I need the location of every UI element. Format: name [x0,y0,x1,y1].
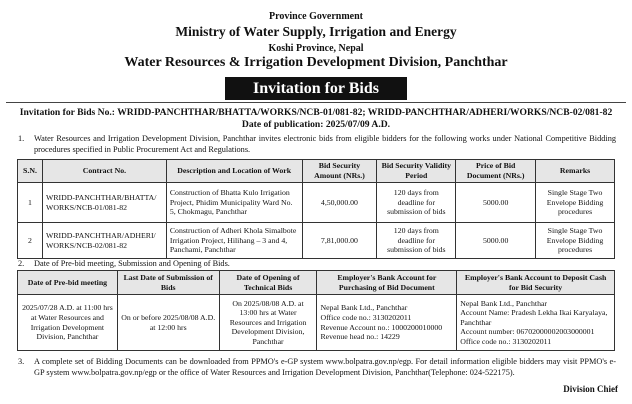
cell-sn: 1 [18,183,43,223]
cell-description: Construction of Bhatta Kulo Irrigation Project, Phidim Municipality Ward No. 5, Chokmagu, Panchthar [166,183,302,223]
table-header-row [18,160,615,183]
column-header: Bid Security Amount (NRs.) [302,160,377,183]
column-header: Date of Pre-bid meeting [18,271,118,295]
cell-doc-price: 5000.00 [456,183,536,223]
account-line: Office code no.: 3130202011 [320,312,412,322]
cell-prebid-date: 2025/07/28 A.D. at 11:00 hrs at Water Resources and Irrigation Development Division, Panchthar [18,295,118,351]
cell-opening-date: On 2025/08/08 A.D. at 13:00 hrs at Water Resources and Irrigation Development Division, Panchthar [219,295,317,351]
table-row [18,295,615,351]
cell-contract-no: WRIDD-PANCHTHAR/ADHERI/ WORKS/NCB-02/081-82 [42,223,166,259]
cell-deposit-account [457,295,615,351]
cell-doc-price: 5000.00 [456,223,536,259]
cell-purchase-account [317,295,457,351]
account-line: Office code no.: 3130202011 [460,336,552,346]
section-3-text: A complete set of Bidding Documents can be downloaded from PPMO's e-GP system www.bolpatra.gov.np/egp. For detail information eligible bidders may visit PPMO's e-GP system www.bolpatra.gov.np/egp or the office of Water Resources and Irrigation Development Division, Panchthar(Telephone: 024-522175). [34,357,616,377]
contracts-table [17,159,615,259]
cell-description: Construction of Adheri Khola Simalbote Irrigation Project, Hilihang – 3 and 4, Panchami, Panchthar [166,223,302,259]
column-header: Date of Opening of Technical Bids [219,271,317,295]
account-line: Account number: 06702000002003000001 [460,327,595,337]
cell-validity: 120 days from deadline for submission of bids [377,183,456,223]
table-row [18,183,615,223]
table-header-row [18,271,615,295]
header-divider [6,102,626,103]
division-title: Water Resources & Irrigation Development Division, Panchthar [124,55,508,70]
column-header: Description and Location of Work [166,160,302,183]
publication-date: Date of publication: 2025/07/09 A.D. [241,119,391,130]
invitation-number: Invitation for Bids No.: WRIDD-PANCHTHAR/BHATTA/WORKS/NCB-01/081-82; WRIDD-PANCHTHAR/ADHERI/WORKS/NCB-02/081-82 [19,107,613,118]
cell-contract-no: WRIDD-PANCHTHAR/BHATTA/ WORKS/NCB-01/081-82 [42,183,166,223]
account-line: Nepal Bank Ltd., Panchthar [320,303,408,313]
notice-banner: Invitation for Bids [225,77,407,100]
column-header: Bid Security Validity Period [377,160,456,183]
schedule-table [17,270,615,351]
cell-remarks: Single Stage Two Envelope Bidding procedures [536,223,615,259]
account-line: Revenue head no.: 14229 [320,332,400,342]
section-3-number: 3. [18,357,25,366]
column-header: Price of Bid Document (NRs.) [456,160,536,183]
signature-title: Division Chief [563,384,618,394]
table-row [18,223,615,259]
cell-bid-security: 7,81,000.00 [302,223,377,259]
ministry-title: Ministry of Water Supply, Irrigation and Energy [175,24,457,39]
section-1-number: 1. [18,134,25,143]
cell-remarks: Single Stage Two Envelope Bidding procedures [536,183,615,223]
section-2-text: Date of Pre-bid meeting, Submission and Opening of Bids. [34,259,230,268]
cell-bid-security: 4,50,000.00 [302,183,377,223]
column-header: Employer's Bank Account for Purchasing of Bid Document [317,271,457,295]
cell-sn: 2 [18,223,43,259]
government-title: Province Government [269,11,363,22]
account-line: Account Name: Pradesh Lekha Ikai Karyalaya, Panchthar [460,308,608,327]
column-header: Remarks [536,160,615,183]
section-2-number: 2. [18,259,25,268]
cell-submission-date: On or before 2025/08/08 A.D. at 12:00 hrs [117,295,219,351]
column-header: Contract No. [42,160,166,183]
column-header: Employer's Bank Account to Deposit Cash for Bid Security [457,271,615,295]
column-header: S.N. [18,160,43,183]
cell-validity: 120 days from deadline for submission of bids [377,223,456,259]
section-1-text: Water Resources and Irrigation Development Division, Panchthar invites electronic bids from eligible bidders for the following works under National Competitive Bidding procedures specified in Public Procurement Act and Regulations. [34,134,616,154]
account-line: Nepal Bank Ltd., Panchthar [460,298,548,308]
province-title: Koshi Province, Nepal [268,43,364,54]
account-line: Revenue Account no.: 1000200010000 [320,322,443,332]
column-header: Last Date of Submission of Bids [117,271,219,295]
